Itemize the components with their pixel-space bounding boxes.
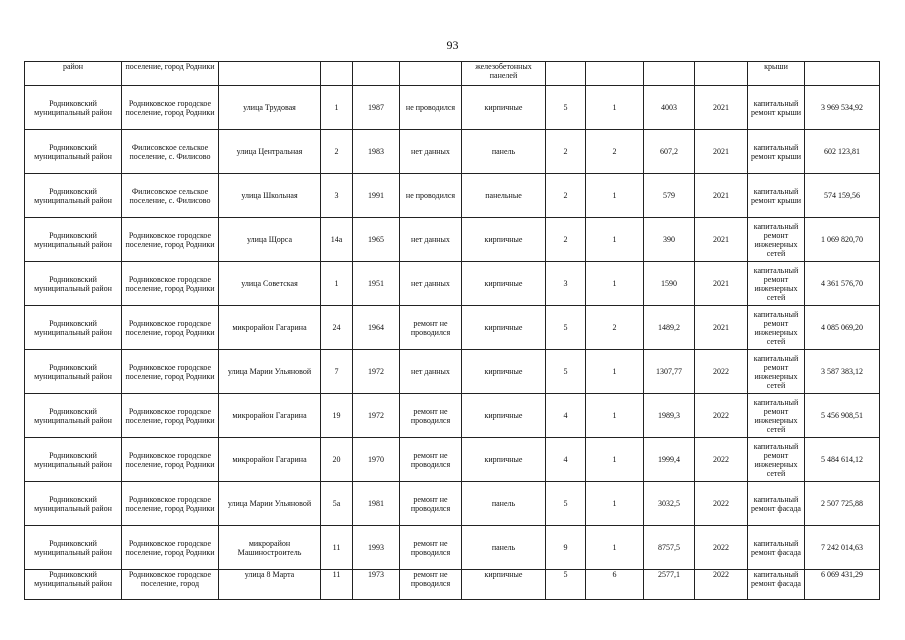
cell-year-built: 1991: [353, 174, 400, 218]
cell-settlement: Филисовское сельское поселение, с. Филисово: [122, 130, 219, 174]
table-row: [25, 394, 880, 438]
cell-district: Родниковский муниципальный район: [25, 482, 122, 526]
cell-year-built: 1987: [353, 86, 400, 130]
cell-last-repair: ремонт не проводился: [400, 526, 462, 570]
page-number: 93: [446, 38, 459, 52]
cell-street: улица Трудовая: [219, 86, 321, 130]
table-row: [25, 262, 880, 306]
cell-wall-material: кирпичные: [462, 262, 546, 306]
cell-entrances: 1: [586, 438, 644, 482]
cell-cost: 5 484 614,12: [805, 438, 880, 482]
cell-wall-material: кирпичные: [462, 394, 546, 438]
cell-floors: 5: [546, 482, 586, 526]
cell-plan-year: 2021: [695, 130, 748, 174]
cell-house-number: 1: [321, 86, 353, 130]
cell-district: Родниковский муниципальный район: [25, 350, 122, 394]
cell-work-type: капитальный ремонт крыши: [748, 130, 805, 174]
cell-wall-material: кирпичные: [462, 306, 546, 350]
cell-wall-material: панель: [462, 482, 546, 526]
cell-cost: 602 123,81: [805, 130, 880, 174]
cell-last-repair: не проводился: [400, 174, 462, 218]
table-row: [25, 306, 880, 350]
cell-area: 2577,1: [644, 570, 695, 600]
cell-plan-year: 2022: [695, 394, 748, 438]
cell-wall-material: кирпичные: [462, 86, 546, 130]
cell-wall-material: кирпичные: [462, 570, 546, 600]
cell-cost: 5 456 908,51: [805, 394, 880, 438]
cell-settlement: Родниковское городское поселение, город Родники: [122, 218, 219, 262]
cell-floors: 5: [546, 86, 586, 130]
cell-area: 3032,5: [644, 482, 695, 526]
cell-plan-year: 2022: [695, 438, 748, 482]
cell-settlement: Родниковское городское поселение, город Родники: [122, 438, 219, 482]
cell-cost: 3 969 534,92: [805, 86, 880, 130]
table-row: [25, 218, 880, 262]
cell-cost: 4 085 069,20: [805, 306, 880, 350]
cell-house-number: 7: [321, 350, 353, 394]
cell-year-built: 1983: [353, 130, 400, 174]
cell-year-built: 1970: [353, 438, 400, 482]
cell-work-type: капитальный ремонт инженерных сетей: [748, 306, 805, 350]
cell-last-repair: ремонт не проводился: [400, 394, 462, 438]
cell-entrances: 1: [586, 482, 644, 526]
table-row-continued: [25, 62, 880, 86]
cell-house-number: 19: [321, 394, 353, 438]
cell-settlement: поселение, город Родники: [122, 62, 219, 86]
cell-last-repair: нет данных: [400, 218, 462, 262]
cell-cost: 4 361 576,70: [805, 262, 880, 306]
cell-area: 607,2: [644, 130, 695, 174]
table-row: [25, 482, 880, 526]
cell-last-repair: не проводился: [400, 86, 462, 130]
cell-street: микрорайон Гагарина: [219, 394, 321, 438]
cell-plan-year: 2021: [695, 262, 748, 306]
cell-street: улица Щорса: [219, 218, 321, 262]
cell-work-type: капитальный ремонт инженерных сетей: [748, 438, 805, 482]
cell-house-number: 11: [321, 526, 353, 570]
cell-work-type: крыши: [748, 62, 805, 86]
cell-year-built: 1951: [353, 262, 400, 306]
cell-cost: 1 069 820,70: [805, 218, 880, 262]
cell-area: 390: [644, 218, 695, 262]
cell-work-type: капитальный ремонт инженерных сетей: [748, 350, 805, 394]
cell-district: район: [25, 62, 122, 86]
cell-work-type: капитальный ремонт фасада: [748, 482, 805, 526]
cell-last-repair: ремонт не проводился: [400, 482, 462, 526]
table-row: [25, 130, 880, 174]
cell-year-built: 1964: [353, 306, 400, 350]
cell-district: Родниковский муниципальный район: [25, 394, 122, 438]
cell-entrances: 1: [586, 174, 644, 218]
cell-entrances: 2: [586, 306, 644, 350]
cell-settlement: Родниковское городское поселение, город Родники: [122, 262, 219, 306]
cell-street: улица Центральная: [219, 130, 321, 174]
cell-year-built: 1965: [353, 218, 400, 262]
cell-floors: 3: [546, 262, 586, 306]
table-row: [25, 526, 880, 570]
cell-district: Родниковский муниципальный район: [25, 306, 122, 350]
cell-district: Родниковский муниципальный район: [25, 438, 122, 482]
cell-plan-year: 2022: [695, 570, 748, 600]
cell-floors: 2: [546, 218, 586, 262]
cell-entrances: [586, 62, 644, 86]
cell-wall-material: панель: [462, 130, 546, 174]
cell-street: улица 8 Марта: [219, 570, 321, 600]
cell-wall-material: кирпичные: [462, 218, 546, 262]
cell-floors: 4: [546, 394, 586, 438]
cell-work-type: капитальный ремонт фасада: [748, 570, 805, 600]
table-row: [25, 174, 880, 218]
cell-area: 8757,5: [644, 526, 695, 570]
cell-house-number: [321, 62, 353, 86]
cell-house-number: 3: [321, 174, 353, 218]
cell-cost: 6 069 431,29: [805, 570, 880, 600]
cell-work-type: капитальный ремонт инженерных сетей: [748, 218, 805, 262]
cell-year-built: 1993: [353, 526, 400, 570]
cell-settlement: Родниковское городское поселение, город Родники: [122, 526, 219, 570]
cell-year-built: 1981: [353, 482, 400, 526]
cell-year-built: [353, 62, 400, 86]
cell-work-type: капитальный ремонт инженерных сетей: [748, 262, 805, 306]
cell-entrances: 1: [586, 262, 644, 306]
table-row: [25, 438, 880, 482]
cell-floors: 2: [546, 174, 586, 218]
cell-area: 4003: [644, 86, 695, 130]
cell-district: Родниковский муниципальный район: [25, 526, 122, 570]
cell-cost: [805, 62, 880, 86]
cell-house-number: 5а: [321, 482, 353, 526]
table-row: [25, 350, 880, 394]
cell-year-built: 1973: [353, 570, 400, 600]
cell-last-repair: ремонт не проводился: [400, 570, 462, 600]
cell-floors: 5: [546, 350, 586, 394]
cell-area: [644, 62, 695, 86]
cell-district: Родниковский муниципальный район: [25, 262, 122, 306]
cell-settlement: Родниковское городское поселение, город Родники: [122, 482, 219, 526]
cell-floors: 9: [546, 526, 586, 570]
cell-floors: 5: [546, 306, 586, 350]
cell-plan-year: 2022: [695, 526, 748, 570]
cell-street: улица Школьная: [219, 174, 321, 218]
cell-street: [219, 62, 321, 86]
cell-wall-material: железобетонных панелей: [462, 62, 546, 86]
cell-plan-year: 2021: [695, 306, 748, 350]
cell-work-type: капитальный ремонт фасада: [748, 526, 805, 570]
cell-entrances: 1: [586, 526, 644, 570]
cell-area: 1590: [644, 262, 695, 306]
cell-plan-year: 2021: [695, 218, 748, 262]
cell-district: Родниковский муниципальный район: [25, 174, 122, 218]
cell-floors: [546, 62, 586, 86]
cell-district: Родниковский муниципальный район: [25, 86, 122, 130]
cell-street: улица Марии Ульяновой: [219, 482, 321, 526]
table-row: [25, 86, 880, 130]
cell-cost: 2 507 725,88: [805, 482, 880, 526]
cell-settlement: Родниковское городское поселение, город Родники: [122, 394, 219, 438]
cell-house-number: 20: [321, 438, 353, 482]
cell-street: микрорайон Машиностроитель: [219, 526, 321, 570]
cell-street: улица Марии Ульяновой: [219, 350, 321, 394]
cell-district: Родниковский муниципальный район: [25, 570, 122, 600]
cell-settlement: Родниковское городское поселение, город Родники: [122, 86, 219, 130]
cell-district: Родниковский муниципальный район: [25, 130, 122, 174]
cell-cost: 574 159,56: [805, 174, 880, 218]
cell-area: 1489,2: [644, 306, 695, 350]
housing-repair-table: [24, 61, 880, 600]
cell-area: 1307,77: [644, 350, 695, 394]
cell-entrances: 1: [586, 394, 644, 438]
cell-entrances: 6: [586, 570, 644, 600]
cell-work-type: капитальный ремонт крыши: [748, 174, 805, 218]
cell-entrances: 1: [586, 218, 644, 262]
cell-street: микрорайон Гагарина: [219, 438, 321, 482]
table-row-cut: [25, 570, 880, 600]
cell-wall-material: панель: [462, 526, 546, 570]
cell-settlement: Родниковское городское поселение, город Родники: [122, 350, 219, 394]
cell-cost: 3 587 383,12: [805, 350, 880, 394]
cell-plan-year: 2022: [695, 482, 748, 526]
cell-wall-material: кирпичные: [462, 350, 546, 394]
cell-cost: 7 242 014,63: [805, 526, 880, 570]
cell-plan-year: 2021: [695, 86, 748, 130]
cell-plan-year: [695, 62, 748, 86]
cell-last-repair: нет данных: [400, 262, 462, 306]
cell-wall-material: кирпичные: [462, 438, 546, 482]
cell-last-repair: нет данных: [400, 130, 462, 174]
cell-floors: 2: [546, 130, 586, 174]
cell-settlement: Филисовское сельское поселение, с. Филисово: [122, 174, 219, 218]
cell-house-number: 2: [321, 130, 353, 174]
cell-settlement: Родниковское городское поселение, город Родники: [122, 306, 219, 350]
cell-settlement: Родниковское городское поселение, город: [122, 570, 219, 600]
cell-district: Родниковский муниципальный район: [25, 218, 122, 262]
cell-wall-material: панельные: [462, 174, 546, 218]
cell-floors: 5: [546, 570, 586, 600]
cell-street: микрорайон Гагарина: [219, 306, 321, 350]
cell-house-number: 24: [321, 306, 353, 350]
cell-entrances: 1: [586, 86, 644, 130]
cell-plan-year: 2022: [695, 350, 748, 394]
cell-last-repair: ремонт не проводился: [400, 438, 462, 482]
cell-last-repair: [400, 62, 462, 86]
cell-area: 579: [644, 174, 695, 218]
cell-last-repair: нет данных: [400, 350, 462, 394]
cell-year-built: 1972: [353, 394, 400, 438]
cell-work-type: капитальный ремонт инженерных сетей: [748, 394, 805, 438]
cell-last-repair: ремонт не проводился: [400, 306, 462, 350]
cell-entrances: 2: [586, 130, 644, 174]
cell-house-number: 11: [321, 570, 353, 600]
cell-floors: 4: [546, 438, 586, 482]
cell-area: 1999,4: [644, 438, 695, 482]
cell-house-number: 14а: [321, 218, 353, 262]
cell-house-number: 1: [321, 262, 353, 306]
cell-year-built: 1972: [353, 350, 400, 394]
cell-plan-year: 2021: [695, 174, 748, 218]
cell-street: улица Советская: [219, 262, 321, 306]
cell-work-type: капитальный ремонт крыши: [748, 86, 805, 130]
cell-area: 1989,3: [644, 394, 695, 438]
cell-entrances: 1: [586, 350, 644, 394]
